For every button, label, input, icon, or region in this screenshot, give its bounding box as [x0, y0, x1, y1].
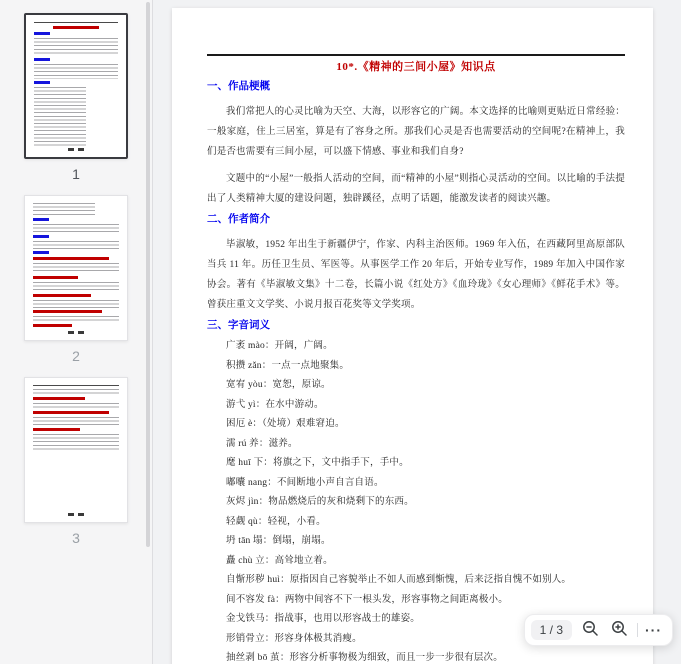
term-line: 积攒 zǎn：一点一点地聚集。: [226, 360, 350, 371]
thumbnail-page-number: 3: [72, 530, 80, 546]
term-line: 矗 chù 立：高耸地立着。: [226, 555, 333, 566]
zoom-out-icon: [582, 620, 599, 640]
more-options-button[interactable]: ···: [645, 622, 662, 638]
thumbnail-item-2: [24, 195, 128, 365]
term-line: 轻觑 qù：轻视，小看。: [226, 516, 326, 527]
paragraph: 毕淑敏，1952 年出生于新疆伊宁，作家、内科主治医师。1969 年入伍，在西藏阿里高原部队当兵 11 年。历任卫生员、军医等。从事医学工作 20 年后，开始专业写作，1989 年加入中国作家协会。著有《毕淑敏文集》十二卷，长篇小说《红处方》《血玲珑》《女心理师》《鲜花手术》等。曾获庄重文文学奖、小说月报百花奖等文学奖项。: [207, 240, 625, 310]
thumbnail-footer-marks: [68, 513, 84, 516]
term-line: 抽丝剥 bō 茧：形容分析事物极为细致，而且一步一步很有层次。: [226, 653, 503, 663]
thumbnail-list: [0, 0, 152, 559]
thumbnail-item-1: [24, 13, 128, 183]
thumbnail-sidebar[interactable]: [0, 0, 152, 664]
sidebar-scrollbar-thumb[interactable]: [146, 2, 150, 547]
term-line: 自惭形秽 huì：原指因自己容貌举止不如人而感到惭愧，后来泛指自愧不如别人。: [226, 575, 572, 585]
zoom-in-button[interactable]: [608, 619, 630, 641]
document-viewport[interactable]: [153, 0, 681, 664]
term-line: 嘟囔 nang：不间断地小声自言自语。: [226, 477, 384, 488]
thumbnail-preview: [26, 15, 126, 157]
term-line: 坍 tān 塌：倒塌，崩塌。: [226, 536, 331, 546]
thumbnail-preview: [25, 378, 127, 522]
section-heading-2: 二、作者简介: [207, 214, 270, 225]
section-heading-3: 三、字音词义: [207, 320, 270, 331]
header-rule: [207, 54, 625, 56]
zoom-in-icon: [611, 620, 628, 640]
term-line: 游弋 yì：在水中游动。: [226, 399, 324, 410]
document-page: [172, 8, 653, 664]
page-indicator[interactable]: 1 / 3: [531, 620, 572, 640]
term-line: 濡 rú 养：滋养。: [226, 438, 298, 449]
thumbnail-footer-marks: [68, 331, 84, 334]
term-line: 宽宥 yòu：宽恕，原谅。: [226, 380, 331, 390]
section-heading-1: 一、作品梗概: [207, 81, 270, 92]
paragraph: 我们常把人的心灵比喻为天空、大海，以形容它的广阔。本文选择的比喻则更贴近日常经验：一般家庭，住上三居室，算是有了容身之所。那我们心灵是否也需要活动的空间呢?在精神上，我们是否也需要有三间小屋，可以盛下情感、事业和我们自身?: [207, 107, 625, 157]
thumbnail-page-number: 1: [72, 166, 80, 182]
toolbar-separator: [637, 623, 638, 637]
term-line: 金戈铁马：指战事，也用以形容战士的雄姿。: [226, 614, 421, 624]
term-line: 麾 huī 下：将旗之下，文中指手下，手中。: [226, 458, 409, 468]
page-thumbnail-1[interactable]: [24, 13, 128, 159]
document-title: 10*.《精神的三间小屋》知识点: [336, 61, 496, 73]
paragraph: 文题中的“小屋”一般指人活动的空间，而“精神的小屋”则指心灵活动的空间。以比喻的手法提出了人类精神大厦的建设问题，独辟蹊径，点明了话题，能激发读者的阅读兴趣。: [207, 174, 625, 204]
zoom-out-button[interactable]: [579, 619, 601, 641]
term-line: 广袤 mào：开阔，广阔。: [226, 341, 333, 351]
thumbnail-item-3: [24, 377, 128, 547]
thumbnail-footer-marks: [68, 148, 84, 151]
term-line: 困厄 è：（处境）艰难窘迫。: [226, 419, 345, 429]
term-line: 间不容发 fà：两物中间容不下一根头发，形容事物之间距离极小。: [226, 594, 508, 605]
page-thumbnail-3[interactable]: [24, 377, 128, 523]
thumbnail-preview: [25, 196, 127, 340]
viewer-toolbar: [524, 614, 673, 646]
term-line: 灰烬 jìn：物品燃烧后的灰和烧剩下的东西。: [226, 497, 414, 507]
thumbnail-page-number: 2: [72, 348, 80, 364]
page-thumbnail-2[interactable]: [24, 195, 128, 341]
term-line: 形销骨立：形容身体极其消瘦。: [226, 633, 362, 644]
